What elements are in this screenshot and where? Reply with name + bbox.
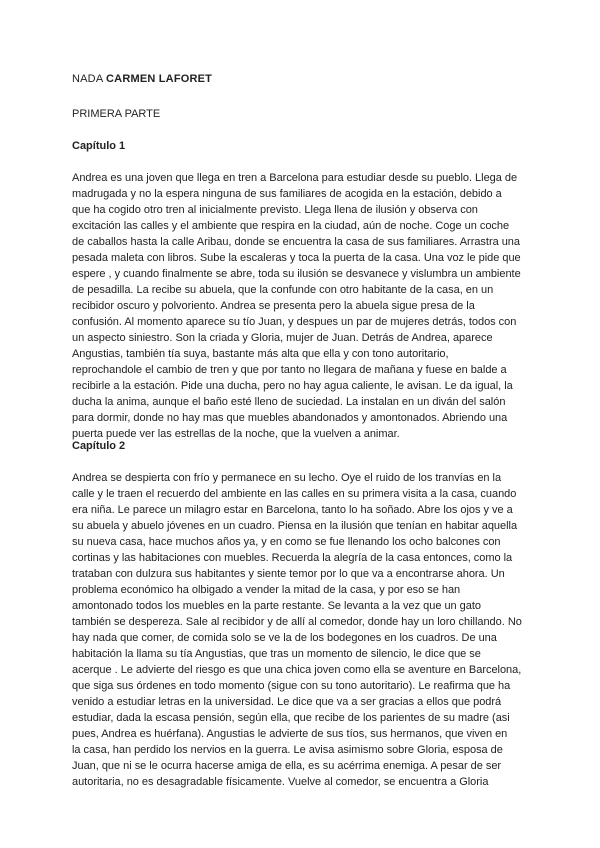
paragraph-line: de pesadilla. La recibe su abuela, que la confunde con otro habitante de la casa, en un: [72, 284, 494, 296]
paragraph-line: trataban con dulzura sus habitantes y siente temor por lo que va a encontrarse ahora. Un: [72, 568, 505, 580]
chapter-2-title: Capítulo 2: [72, 440, 126, 452]
paragraph-line: cortinas y las habitaciones con muebles. Recuerda la alegría de la casa entonces, como la: [72, 552, 513, 564]
paragraph-line: estudiar, dada la escasa pensión, según ella, que recibe de los parientes de su madre (asi: [72, 712, 510, 724]
paragraph-line: calle y le traen el recuerdo del ambiente en las calles en su primera visita a la casa, cuando: [72, 488, 517, 500]
paragraph-line: que siga sus órdenes en todo momento (sigue con su tono autoritario). Le reafirma que ha: [72, 680, 511, 692]
paragraph-line: madrugada y no la espera ninguna de sus familiares de acogida en la estación, debido a: [72, 188, 502, 200]
paragraph-line: Andrea es una joven que llega en tren a Barcelona para estudiar desde su pueblo. Llega de: [72, 172, 518, 184]
paragraph-line: reprochandole el cambio de tren y que por tanto no llegara de mañana y fuese en balde a: [72, 364, 507, 376]
paragraph-line: acerque . Le advierte del riesgo es que una chica joven como ella se aventure en Barcelona,: [72, 664, 522, 676]
paragraph-line: Angustias, también tía suya, bastante más alta que ella y con tono autoritario,: [72, 348, 449, 360]
paragraph-line: también se despereza. Sale al recibidor y de allí al comedor, donde hay un loro chillando. No: [72, 616, 522, 628]
paragraph-line: autoritaria, no es desagradable físicamente. Vuelve al comedor, se encuentra a Gloria: [72, 776, 489, 788]
part-heading: PRIMERA PARTE: [72, 108, 161, 120]
paragraph-line: un aspecto siniestro. Son la criada y Gloria, mujer de Juan. Detrás de Andrea, aparece: [72, 332, 493, 344]
paragraph-line: Juan, que ni se le ocurra hacerse amiga de ella, es su acérrima enemiga. A pesar de ser: [72, 760, 502, 772]
paragraph-line: recibidor oscuro y polvoriento. Andrea se presenta pero la abuela sigue presa de la: [72, 300, 475, 312]
chapter-2-text: [72, 470, 532, 790]
document-header: [72, 71, 212, 87]
book-title: NADA: [72, 73, 103, 85]
paragraph-line: su abuela y abuelo jóvenes en un cuadro. Piensa en la ilusión que tenían en habitar aquella: [72, 520, 518, 532]
paragraph-line: su nueva casa, hace muchos años ya, y en como se fue llenando los ocho balcones con: [72, 536, 501, 548]
paragraph-line: que ha cogido otro tren al inicialmente previsto. Llega llena de ilusión y observa con: [72, 204, 478, 216]
paragraph-line: para dormir, donde no hay mas que muebles abandonados y amontonados. Abriendo una: [72, 412, 508, 424]
paragraph-line: la casa, han perdido los nervios en la guerra. Le avisa asimismo sobre Gloria, esposa de: [72, 744, 503, 756]
paragraph-line: Andrea se despierta con frío y permanece en su lecho. Oye el ruido de los tranvías en la: [72, 472, 502, 484]
chapter-1-text: [72, 170, 532, 442]
paragraph-line: confusión. Al momento aparece su tío Juan, y despues un par de mujeres detrás, todos con: [72, 316, 517, 328]
paragraph-line: pues, Andrea es huérfana). Angustias le advierte de sus tíos, sus hermanos, que viven en: [72, 728, 508, 740]
paragraph-line: recibirle a la estación. Pide una ducha, pero no hay agua caliente, le avisan. Le da igual, la: [72, 380, 513, 392]
paragraph-line: era niña. Le parece un milagro estar en Barcelona, tanto lo ha soñado. Abre los ojos y ve a: [72, 504, 513, 516]
paragraph-line: amontonado todos los muebles en la parte restante. Se levanta a la vez que un gato: [72, 600, 481, 612]
paragraph-line: venido a estudiar letras en la universidad. Le dice que va a ser gracias a ellos que podrá: [72, 696, 502, 708]
chapter-1-title: Capítulo 1: [72, 140, 126, 152]
paragraph-line: espere , y cuando finalmente se abre, toda su ilusión se desvanece y vislumbra un ambiente: [72, 268, 521, 280]
paragraph-line: de caballos hasta la calle Aribau, donde se encuentra la casa de sus familiares. Arrastra una: [72, 236, 520, 248]
book-author: CARMEN LAFORET: [106, 73, 213, 85]
paragraph-line: hay nada que comer, de comida solo se ve la de los bodegones en los cuadros. De una: [72, 632, 497, 644]
paragraph-line: puerta puede ver las estrellas de la noche, que la vuelven a animar.: [72, 428, 400, 440]
paragraph-line: habitación la llama su tía Angustias, que tras un momento de silencio, le dice que se: [72, 648, 481, 660]
paragraph-line: ducha la anima, aunque el baño esté lleno de suciedad. La instalan en un diván del salón: [72, 396, 506, 408]
paragraph-line: excitación las calles y el ambiente que respira en la ciudad, aún de noche. Coge un coche: [72, 220, 510, 232]
paragraph-line: pesada maleta con libros. Sube la escaleras y toca la puerta de la casa. Una voz le pide que: [72, 252, 521, 264]
paragraph-line: problema económico ha olbigado a vender la mitad de la casa, y por eso se han: [72, 584, 461, 596]
